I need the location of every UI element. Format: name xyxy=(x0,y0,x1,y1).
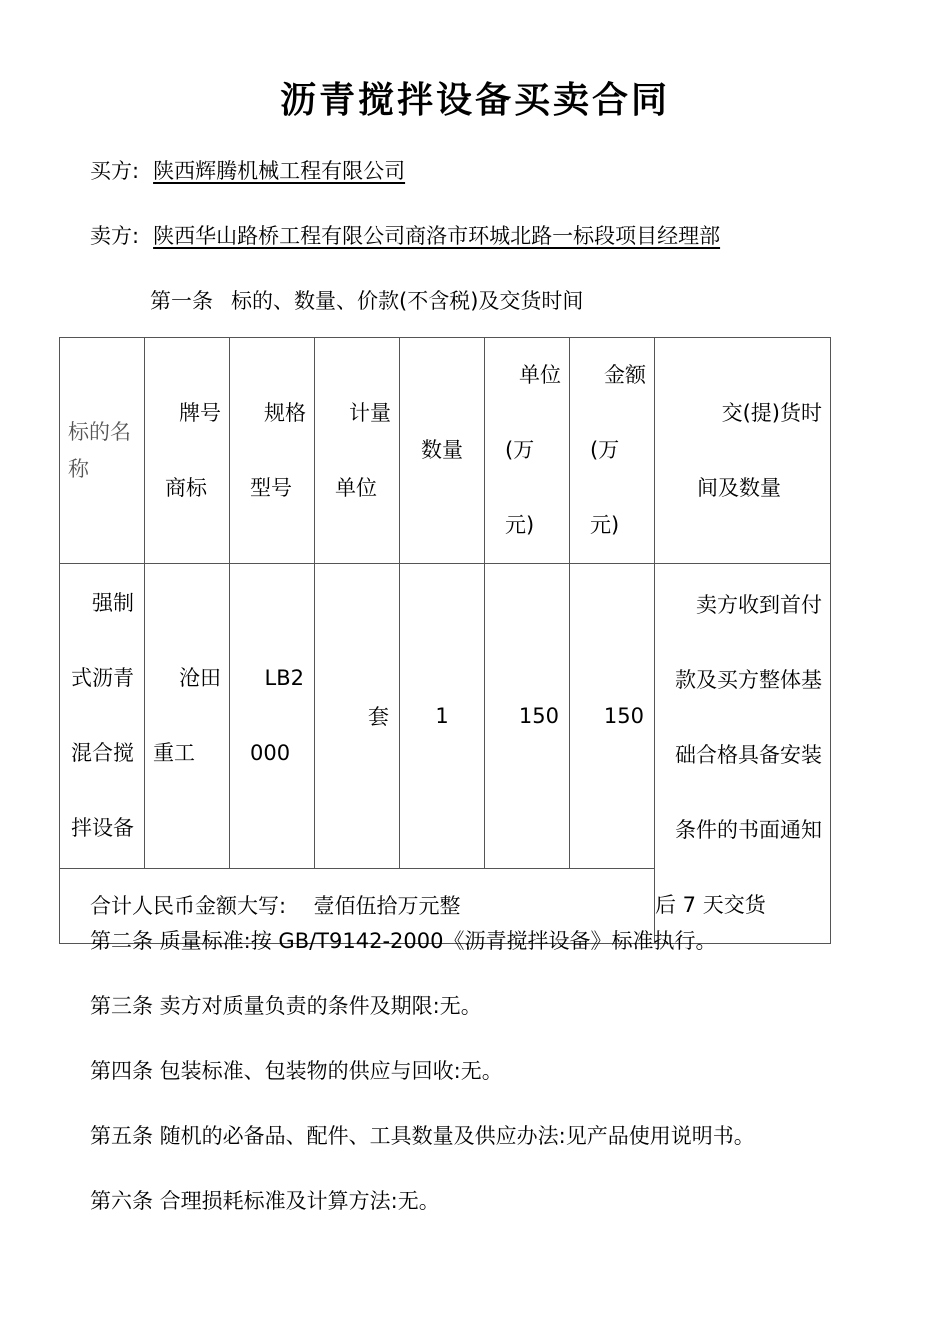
article-6: 第六条 合理损耗标准及计算方法:无。 xyxy=(90,1189,440,1213)
table-header-row xyxy=(60,338,831,564)
row-spec: LB2 000 xyxy=(230,564,315,869)
contract-table xyxy=(59,337,831,944)
buyer-label: 买方: xyxy=(90,159,140,183)
header-amount: 金额 (万 元) xyxy=(570,338,655,564)
article-4: 第四条 包装标准、包装物的供应与回收:无。 xyxy=(90,1059,503,1083)
row-amount: 150 xyxy=(570,564,655,869)
row-subject-name: 强制 式沥青 混合搅 拌设备 xyxy=(60,564,145,869)
article-2: 第二条 质量标准:按 GB/T9142-2000《沥青搅拌设备》标准执行。 xyxy=(90,929,717,953)
article-1-text: 标的、数量、价款(不含税)及交货时间 xyxy=(231,289,584,313)
buyer-name: 陕西辉腾机械工程有限公司 xyxy=(153,159,406,183)
header-quantity: 数量 xyxy=(400,338,485,564)
total-label: 合计人民币金额大写: xyxy=(90,894,287,918)
row-unit-price: 150 xyxy=(485,564,570,869)
seller-label: 卖方: xyxy=(90,224,140,248)
article-3: 第三条 卖方对质量负责的条件及期限:无。 xyxy=(90,994,482,1018)
header-unit: 计量 单位 xyxy=(315,338,400,564)
row-delivery: 卖方收到首付 款及买方整体基 础合格具备安装 条件的书面通知 后 7 天交货 xyxy=(655,564,831,944)
header-unit-price: 单位 (万 元) xyxy=(485,338,570,564)
document-title: 沥青搅拌设备买卖合同 xyxy=(279,79,670,121)
row-quantity: 1 xyxy=(400,564,485,869)
seller-name: 陕西华山路桥工程有限公司商洛市环城北路一标段项目经理部 xyxy=(153,224,721,248)
article-1-number: 第一条 xyxy=(150,289,213,313)
seller-line xyxy=(90,220,720,250)
header-brand: 牌号 商标 xyxy=(145,338,230,564)
row-brand: 沧田 重工 xyxy=(145,564,230,869)
header-subject-name: 标的名 称 xyxy=(60,338,145,564)
article-1-heading xyxy=(150,285,583,315)
total-value: 壹佰伍拾万元整 xyxy=(313,894,461,918)
header-spec: 规格 型号 xyxy=(230,338,315,564)
article-5: 第五条 随机的必备品、配件、工具数量及供应办法:见产品使用说明书。 xyxy=(90,1124,755,1148)
table-row xyxy=(60,564,831,869)
row-unit: 套 xyxy=(315,564,400,869)
header-delivery: 交(提)货时 间及数量 xyxy=(655,338,831,564)
buyer-line xyxy=(90,155,405,185)
